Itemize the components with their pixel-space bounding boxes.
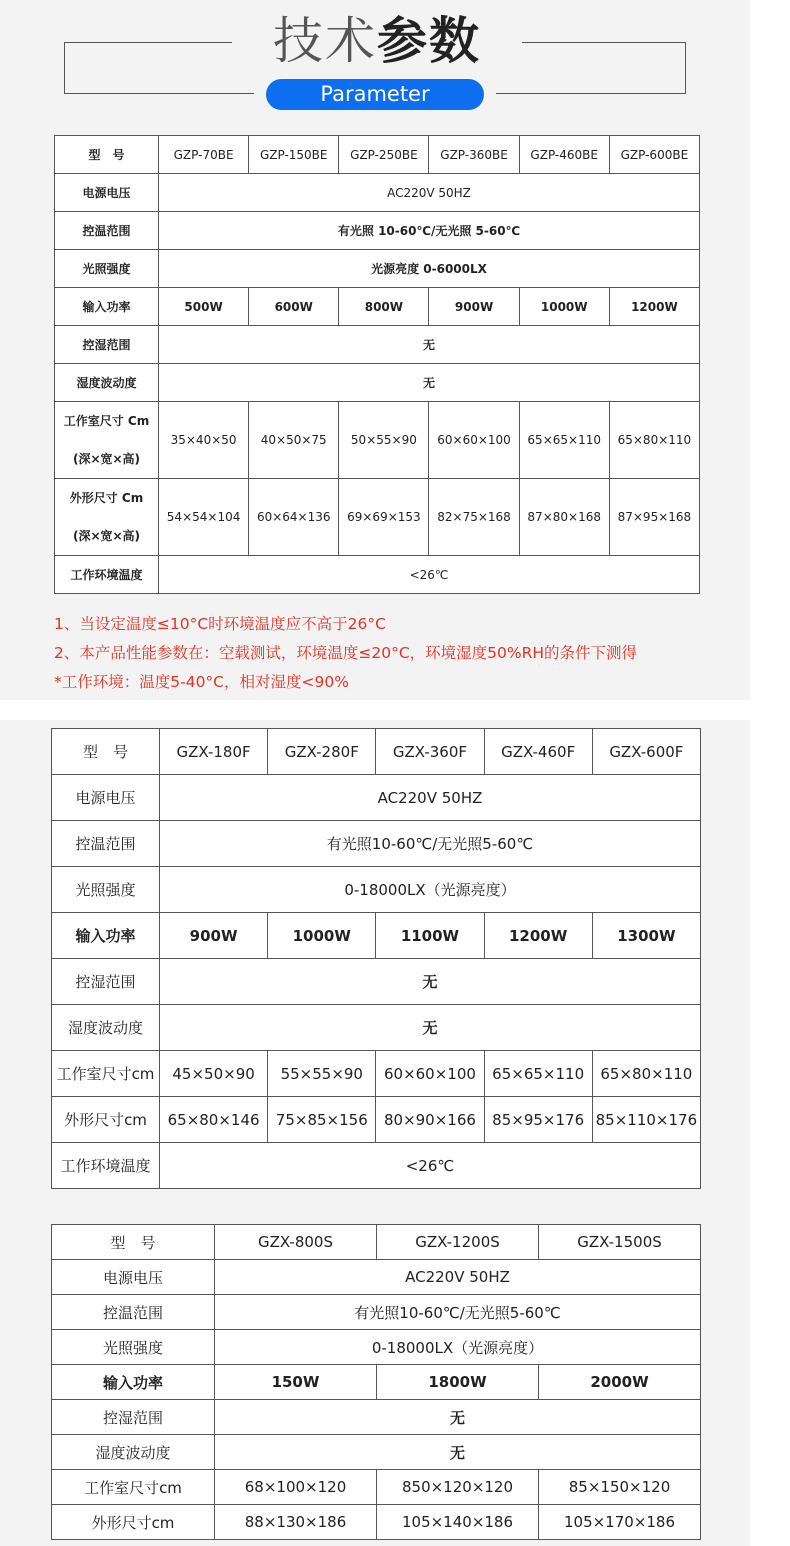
table-row-env-temp bbox=[55, 556, 700, 594]
table-row-voltage bbox=[55, 174, 700, 212]
label-voltage: 电源电压 bbox=[55, 174, 159, 212]
label-chamber: 工作室尺寸cm bbox=[52, 1470, 215, 1505]
chamber-cell: 65×65×110 bbox=[519, 402, 609, 479]
header-underline-left bbox=[64, 93, 254, 94]
outer-cell: 85×110×176 bbox=[592, 1097, 700, 1143]
chamber-cell: 55×55×90 bbox=[268, 1051, 376, 1097]
page-title bbox=[232, 10, 522, 72]
notes-block bbox=[54, 610, 744, 697]
outer-cell: 54×54×104 bbox=[159, 479, 249, 556]
table-row-humidity-fluct bbox=[52, 1435, 701, 1470]
table-row-light bbox=[52, 1330, 701, 1365]
label-humidity-fluct: 湿度波动度 bbox=[52, 1005, 160, 1051]
spec-table-gzp bbox=[54, 135, 700, 594]
outer-cell: 105×170×186 bbox=[539, 1505, 701, 1540]
model-cell: GZX-600F bbox=[592, 729, 700, 775]
table-row-temp-range bbox=[55, 212, 700, 250]
value-humidity-fluct: 无 bbox=[160, 1005, 701, 1051]
model-cell: GZP-150BE bbox=[249, 136, 339, 174]
value-temp-range: 有光照10-60℃/无光照5-60℃ bbox=[215, 1295, 701, 1330]
table-row-chamber bbox=[55, 402, 700, 479]
label-chamber bbox=[55, 402, 159, 479]
chamber-cell: 65×80×110 bbox=[609, 402, 699, 479]
table-row-humidity-fluct bbox=[52, 1005, 701, 1051]
page-title-light: 技术 bbox=[273, 12, 377, 70]
label-humidity-fluct: 湿度波动度 bbox=[55, 364, 159, 402]
note-item: 1、当设定温度≤10°C时环境温度应不高于26°C bbox=[54, 615, 386, 633]
value-env-temp: <26℃ bbox=[159, 556, 700, 594]
model-cell: GZX-280F bbox=[268, 729, 376, 775]
label-light: 光照强度 bbox=[52, 867, 160, 913]
label-temp-range: 控温范围 bbox=[55, 212, 159, 250]
label-power: 输入功率 bbox=[55, 288, 159, 326]
label-chamber-line2: (深×宽×高) bbox=[72, 452, 141, 466]
power-cell: 150W bbox=[215, 1365, 377, 1400]
label-temp-range: 控温范围 bbox=[52, 1295, 215, 1330]
label-env-temp: 工作环境温度 bbox=[55, 556, 159, 594]
table-row-humidity-range bbox=[52, 1400, 701, 1435]
value-voltage: AC220V 50HZ bbox=[160, 775, 701, 821]
table-row-chamber bbox=[52, 1051, 701, 1097]
outer-cell: 69×69×153 bbox=[339, 479, 429, 556]
label-humidity-range: 控湿范围 bbox=[52, 1400, 215, 1435]
power-cell: 800W bbox=[339, 288, 429, 326]
chamber-cell: 65×65×110 bbox=[484, 1051, 592, 1097]
label-outer-line1: 外形尺寸 Cm bbox=[69, 491, 144, 505]
power-cell: 1100W bbox=[376, 913, 484, 959]
outer-cell: 88×130×186 bbox=[215, 1505, 377, 1540]
label-humidity-range: 控湿范围 bbox=[52, 959, 160, 1005]
chamber-cell: 65×80×110 bbox=[592, 1051, 700, 1097]
outer-cell: 87×95×168 bbox=[609, 479, 699, 556]
model-cell: GZX-1500S bbox=[539, 1225, 701, 1260]
table-row-humidity-fluct bbox=[55, 364, 700, 402]
table-row-outer bbox=[52, 1505, 701, 1540]
outer-cell: 82×75×168 bbox=[429, 479, 519, 556]
power-cell: 1800W bbox=[377, 1365, 539, 1400]
value-voltage: AC220V 50HZ bbox=[215, 1260, 701, 1295]
table-row-temp-range bbox=[52, 821, 701, 867]
power-cell: 1000W bbox=[519, 288, 609, 326]
model-cell: GZX-460F bbox=[484, 729, 592, 775]
label-model: 型 号 bbox=[52, 1225, 215, 1260]
power-cell: 500W bbox=[159, 288, 249, 326]
outer-cell: 87×80×168 bbox=[519, 479, 609, 556]
chamber-cell: 85×150×120 bbox=[539, 1470, 701, 1505]
label-env-temp: 工作环境温度 bbox=[52, 1143, 160, 1189]
table-row-model bbox=[52, 1225, 701, 1260]
subtitle-badge: Parameter bbox=[266, 79, 484, 110]
table-row-outer bbox=[55, 479, 700, 556]
table-row-power bbox=[55, 288, 700, 326]
value-env-temp: <26℃ bbox=[160, 1143, 701, 1189]
label-light: 光照强度 bbox=[55, 250, 159, 288]
power-cell: 1200W bbox=[609, 288, 699, 326]
value-humidity-range: 无 bbox=[159, 326, 700, 364]
value-humidity-fluct: 无 bbox=[215, 1435, 701, 1470]
table-row-light bbox=[55, 250, 700, 288]
label-outer-line2: (深×宽×高) bbox=[72, 529, 141, 543]
table-row-chamber bbox=[52, 1470, 701, 1505]
note-item: *工作环境：温度5-40°C，相对湿度<90% bbox=[54, 673, 349, 691]
model-cell: GZP-250BE bbox=[339, 136, 429, 174]
value-humidity-fluct: 无 bbox=[159, 364, 700, 402]
label-voltage: 电源电压 bbox=[52, 775, 160, 821]
table-row-humidity-range bbox=[52, 959, 701, 1005]
model-cell: GZX-180F bbox=[160, 729, 268, 775]
chamber-cell: 45×50×90 bbox=[160, 1051, 268, 1097]
table-row-model bbox=[55, 136, 700, 174]
chamber-cell: 50×55×90 bbox=[339, 402, 429, 479]
label-voltage: 电源电压 bbox=[52, 1260, 215, 1295]
chamber-cell: 40×50×75 bbox=[249, 402, 339, 479]
model-cell: GZP-600BE bbox=[609, 136, 699, 174]
label-power: 输入功率 bbox=[52, 1365, 215, 1400]
label-outer: 外形尺寸cm bbox=[52, 1097, 160, 1143]
label-model: 型 号 bbox=[55, 136, 159, 174]
label-light: 光照强度 bbox=[52, 1330, 215, 1365]
model-cell: GZP-70BE bbox=[159, 136, 249, 174]
value-humidity-range: 无 bbox=[160, 959, 701, 1005]
power-cell: 900W bbox=[429, 288, 519, 326]
table-row-light bbox=[52, 867, 701, 913]
value-temp-range: 有光照10-60℃/无光照5-60℃ bbox=[160, 821, 701, 867]
model-cell: GZP-460BE bbox=[519, 136, 609, 174]
power-cell: 900W bbox=[160, 913, 268, 959]
label-temp-range: 控温范围 bbox=[52, 821, 160, 867]
value-humidity-range: 无 bbox=[215, 1400, 701, 1435]
table-row-power bbox=[52, 913, 701, 959]
table-row-voltage bbox=[52, 775, 701, 821]
model-cell: GZX-800S bbox=[215, 1225, 377, 1260]
outer-cell: 80×90×166 bbox=[376, 1097, 484, 1143]
table-row-power bbox=[52, 1365, 701, 1400]
label-humidity-fluct: 湿度波动度 bbox=[52, 1435, 215, 1470]
power-cell: 1000W bbox=[268, 913, 376, 959]
value-voltage: AC220V 50HZ bbox=[159, 174, 700, 212]
note-item: 2、本产品性能参数在：空载测试，环境温度≤20°C，环境湿度50%RH的条件下测得 bbox=[54, 644, 638, 662]
spec-table-gzx-s bbox=[51, 1224, 701, 1540]
table-row-env-temp bbox=[52, 1143, 701, 1189]
page-title-bold: 参数 bbox=[377, 12, 481, 70]
model-cell: GZX-1200S bbox=[377, 1225, 539, 1260]
power-cell: 600W bbox=[249, 288, 339, 326]
chamber-cell: 68×100×120 bbox=[215, 1470, 377, 1505]
chamber-cell: 60×60×100 bbox=[429, 402, 519, 479]
table-row-outer bbox=[52, 1097, 701, 1143]
table-row-humidity-range bbox=[55, 326, 700, 364]
model-cell: GZX-360F bbox=[376, 729, 484, 775]
value-temp-range: 有光照 10-60℃/无光照 5-60℃ bbox=[159, 212, 700, 250]
power-cell: 1200W bbox=[484, 913, 592, 959]
outer-cell: 85×95×176 bbox=[484, 1097, 592, 1143]
outer-cell: 65×80×146 bbox=[160, 1097, 268, 1143]
value-light: 0-18000LX（光源亮度） bbox=[160, 867, 701, 913]
label-power: 输入功率 bbox=[52, 913, 160, 959]
header-underline-right bbox=[496, 93, 686, 94]
label-humidity-range: 控湿范围 bbox=[55, 326, 159, 364]
spec-table-gzx-f bbox=[51, 728, 701, 1189]
value-light: 0-18000LX（光源亮度） bbox=[215, 1330, 701, 1365]
table-row-model bbox=[52, 729, 701, 775]
label-outer: 外形尺寸cm bbox=[52, 1505, 215, 1540]
value-light: 光源亮度 0-6000LX bbox=[159, 250, 700, 288]
outer-cell: 60×64×136 bbox=[249, 479, 339, 556]
chamber-cell: 850×120×120 bbox=[377, 1470, 539, 1505]
label-chamber: 工作室尺寸cm bbox=[52, 1051, 160, 1097]
label-model: 型 号 bbox=[52, 729, 160, 775]
label-outer bbox=[55, 479, 159, 556]
table-row-temp-range bbox=[52, 1295, 701, 1330]
power-cell: 2000W bbox=[539, 1365, 701, 1400]
model-cell: GZP-360BE bbox=[429, 136, 519, 174]
chamber-cell: 60×60×100 bbox=[376, 1051, 484, 1097]
table-row-voltage bbox=[52, 1260, 701, 1295]
chamber-cell: 35×40×50 bbox=[159, 402, 249, 479]
outer-cell: 75×85×156 bbox=[268, 1097, 376, 1143]
outer-cell: 105×140×186 bbox=[377, 1505, 539, 1540]
label-chamber-line1: 工作室尺寸 Cm bbox=[63, 414, 150, 428]
power-cell: 1300W bbox=[592, 913, 700, 959]
